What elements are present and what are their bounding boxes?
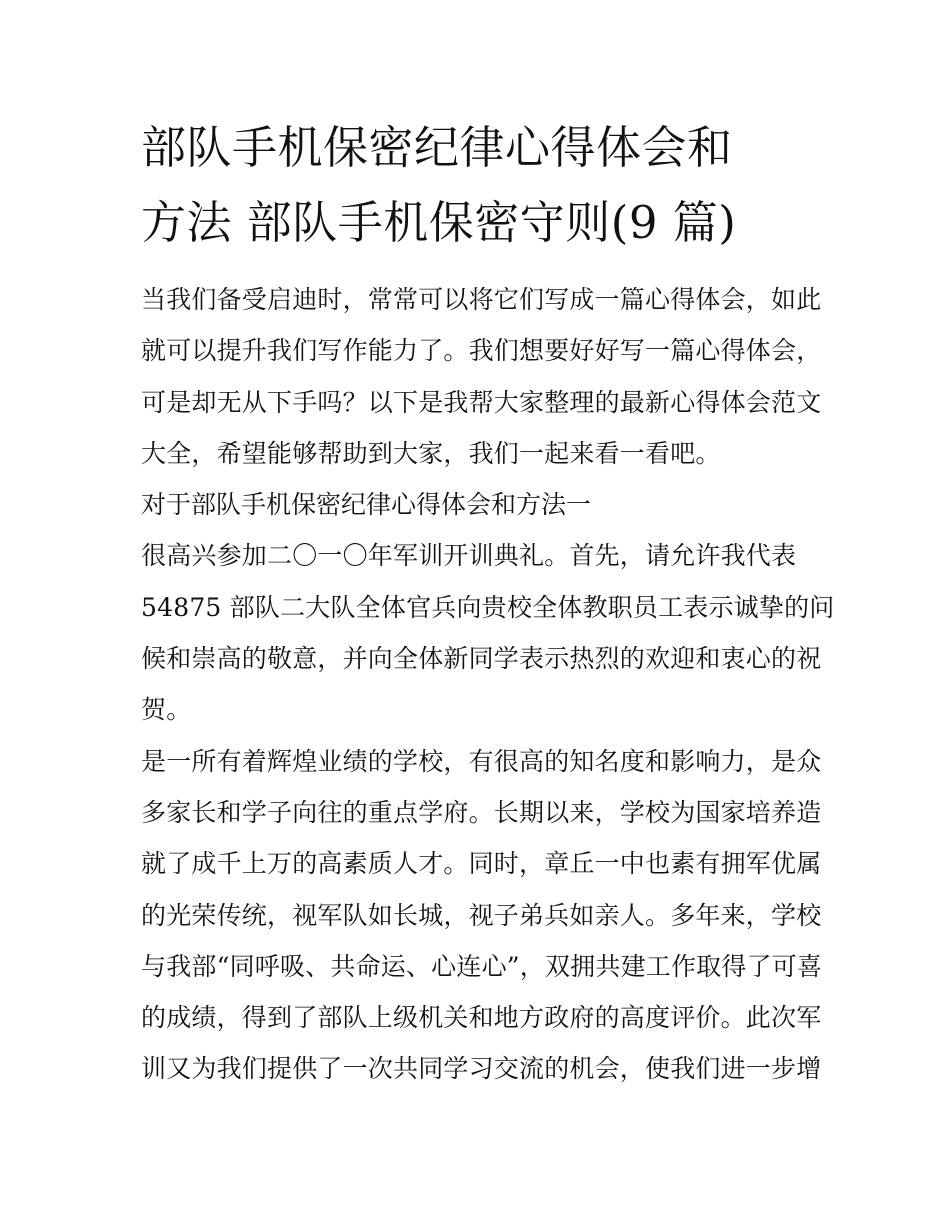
para2-line-5: 与我部“同呼吸、共命运、心连心”，双拥共建工作取得了可喜 [141, 951, 823, 981]
para1-line-3: 候和崇高的敬意，并向全体新同学表示热烈的欢迎和衷心的祝 [141, 644, 822, 674]
para2-line-4: 的光荣传统，视军队如长城，视子弟兵如亲人。多年来，学校 [141, 900, 822, 930]
section-heading: 对于部队手机保密纪律心得体会和方法一 [141, 490, 592, 520]
para2-line-3: 就了成千上万的高素质人才。同时，章丘一中也素有拥军优属 [141, 849, 822, 879]
intro-line-1: 当我们备受启迪时，常常可以将它们写成一篇心得体会，如此 [141, 285, 822, 314]
intro-paragraph [141, 274, 822, 479]
body-paragraph-1 [141, 530, 835, 735]
para2-line-1: 是一所有着辉煌业绩的学校，有很高的知名度和影响力，是众 [141, 746, 822, 776]
para2-line-2: 多家长和学子向往的重点学府。长期以来，学校为国家培养造 [141, 797, 822, 827]
para1-line-1: 很高兴参加二〇一〇年军训开训典礼。首先，请允许我代表 [141, 541, 797, 571]
body-paragraph-2 [141, 736, 823, 1095]
document-title [141, 110, 813, 260]
title-line-1: 部队手机保密纪律心得体会和 [141, 121, 733, 174]
para1-line-2: 54875 部队二大队全体官兵向贵校全体教职员工表示诚挚的问 [141, 592, 835, 622]
para2-line-7: 训又为我们提供了一次共同学习交流的机会，使我们进一步增 [141, 1054, 822, 1084]
intro-line-3: 可是却无从下手吗？以下是我帮大家整理的最新心得体会范文 [141, 387, 822, 417]
title-line-2: 方法 部队手机保密守则(9 篇) [141, 196, 737, 249]
para1-line-4: 贺。 [141, 695, 192, 725]
intro-line-2: 就可以提升我们写作能力了。我们想要好好写一篇心得体会， [141, 336, 822, 366]
para2-line-6: 的成绩，得到了部队上级机关和地方政府的高度评价。此次军 [141, 1003, 822, 1033]
intro-line-4: 大全，希望能够帮助到大家，我们一起来看一看吧。 [141, 438, 721, 468]
document-page [141, 110, 835, 1095]
